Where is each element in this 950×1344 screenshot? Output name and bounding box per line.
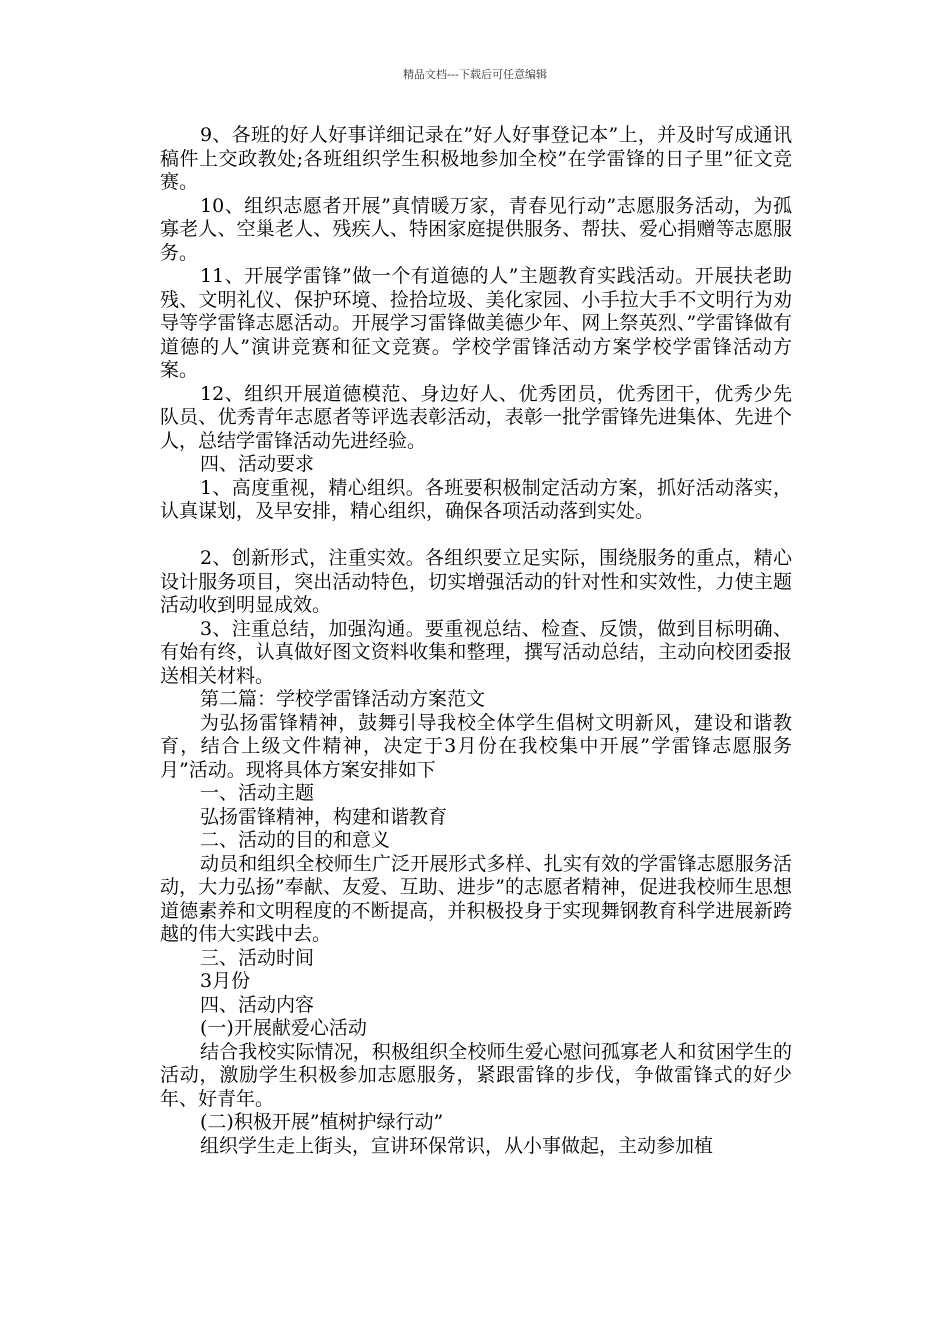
paragraph: 组织学生走上街头，宣讲环保常识，从小事做起，主动参加植 (200, 1134, 714, 1157)
paragraph: 3月份 (200, 970, 251, 992)
paragraph: 9、各班的好人好事详细记录在”好人好事登记本”上，并及时写成通讯稿件上交政教处;各班组织学生积极地参加全校”在学雷锋的日子里”征文竞赛。 (160, 124, 792, 193)
section-heading: 三、活动时间 (200, 946, 315, 969)
section-heading: 四、活动内容 (200, 993, 315, 1016)
paragraph: 结合我校实际情况，积极组织全校师生爱心慰问孤寡老人和贫困学生的活动，激励学生积极参加志愿服务，紧跟雷锋的步伐，争做雷锋式的好少年、好青年。 (160, 1040, 792, 1110)
paragraph: 10、组织志愿者开展”真情暖万家，青春见行动”志愿服务活动，为孤寡老人、空巢老人、残疾人、特困家庭提供服务、帮扶、爱心捐赠等志愿服务。 (160, 194, 792, 264)
section-heading: 一、活动主题 (200, 782, 315, 804)
section-heading: 四、活动要求 (200, 453, 315, 475)
paragraph: 弘扬雷锋精神，构建和谐教育 (200, 805, 448, 828)
paragraph: 11、开展学雷锋”做一个有道德的人”主题教育实践活动。开展扶老助残、文明礼仪、保护环境、捡拾垃圾、美化家园、小手拉大手不文明行为劝导等学雷锋志愿活动。开展学习雷锋做美德少年、网上祭英烈、”学雷锋做有道德的人”演讲竞赛和征文竞赛。学校学雷锋活动方案学校学雷锋活动方案。 (160, 265, 792, 381)
paragraph: 12、组织开展道德模范、身边好人、优秀团员，优秀团干，优秀少先队员、优秀青年志愿者等评选表彰活动，表彰一批学雷锋先进集体、先进个人，总结学雷锋活动先进经验。 (160, 382, 792, 452)
subsection-heading: (一)开展献爱心活动 (200, 1017, 367, 1039)
paragraph: 2、创新形式，注重实效。各组织要立足实际，围绕服务的重点，精心设计服务项目，突出活动特色，切实增强活动的针对性和实效性，力使主题活动收到明显成效。 (160, 547, 792, 616)
paragraph: 为弘扬雷锋精神，鼓舞引导我校全体学生倡树文明新风，建设和谐教育，结合上级文件精神，决定于3月份在我校集中开展”学雷锋志愿服务月”活动。现将具体方案安排如下 (160, 711, 792, 781)
paragraph: 3、注重总结，加强沟通。要重视总结、检查、反馈，做到目标明确、有始有终，认真做好图文资料收集和整理，撰写活动总结，主动向校团委报送相关材料。 (160, 617, 792, 687)
paragraph: 1、高度重视，精心组织。各班要积极制定活动方案，抓好活动落实，认真谋划，及早安排，精心组织，确保各项活动落到实处。 (160, 476, 792, 522)
paragraph: 动员和组织全校师生广泛开展形式多样、扎实有效的学雷锋志愿服务活动，大力弘扬”奉献、友爱、互助、进步”的志愿者精神，促进我校师生思想道德素养和文明程度的不断提高，并积极投身于实现舞钢教育科学进展新跨越的伟大实践中去。 (160, 852, 792, 945)
section-heading: 二、活动的目的和意义 (200, 829, 391, 851)
subsection-heading: (二)积极开展”植树护绿行动” (200, 1111, 444, 1133)
chapter-heading: 第二篇：学校学雷锋活动方案范文 (200, 688, 486, 710)
page-header: 精品文档---下载后可任意编辑 (403, 68, 547, 81)
document-body (160, 124, 792, 1158)
